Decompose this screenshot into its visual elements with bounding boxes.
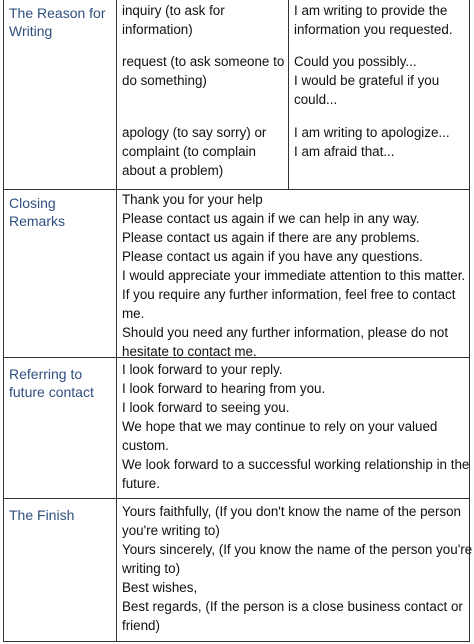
phrase-line: request (to ask someone to [122,54,285,69]
phrase-line: If you require any further information, feel free to contact [122,287,456,302]
phrase-line: future. [122,476,160,491]
phrase-line: Should you need any further information, please do not [122,325,449,340]
phrase-line: I would appreciate your immediate attention to this matter. [122,268,466,283]
phrases-table [3,0,473,642]
column-divider [116,0,117,641]
phrase-line: hesitate to contact me. [122,344,257,359]
phrase-line: I am writing to provide the [294,3,448,18]
phrase-line: you're writing to) [122,523,220,538]
row1-inner-divider [288,0,289,189]
phrase-line: Please contact us again if you have any questions. [122,249,423,264]
phrase-line: Could you possibly... [294,54,417,69]
phrase-line: apology (to say sorry) or [122,125,267,140]
heading-line: Referring to [9,366,83,382]
heading-line: Remarks [9,213,66,229]
phrase-line: Best wishes, [122,580,198,595]
example-apology-complaint [294,123,466,161]
row-divider-3 [4,498,469,499]
phrase-line: information you requested. [294,22,453,37]
heading-line: The Reason for [9,5,106,21]
phrase-line: information) [122,22,193,37]
heading-line: Writing [9,23,53,39]
heading-line: future contact [9,384,94,400]
phrase-line: Best regards, (If the person is a close business contact or [122,599,463,614]
closing-remarks-list [122,190,467,361]
phrase-line: Thank you for your help [122,192,263,207]
reason-inquiry [122,1,286,39]
phrase-line: Please contact us again if we can help in any way. [122,211,420,226]
reason-apology-complaint [122,123,286,180]
phrase-line: custom. [122,438,169,453]
phrase-line: writing to) [122,561,181,576]
heading-line: Closing [9,195,56,211]
phrase-line: inquiry (to ask for [122,3,225,18]
phrase-line: friend) [122,618,160,633]
phrase-line: I am afraid that... [294,144,395,159]
phrase-line: We hope that we may continue to rely on your valued [122,419,438,434]
phrase-line: I look forward to your reply. [122,362,283,377]
phrase-line: Yours faithfully, (If you don't know the name of the person [122,504,462,519]
phrase-line: me. [122,306,145,321]
phrase-line: I would be grateful if you [294,73,440,88]
reason-request [122,52,286,90]
phrase-line: could... [294,92,338,107]
finish-list [122,502,473,635]
heading-the-finish [9,506,109,524]
example-request [294,52,466,109]
heading-referring-future-contact [9,365,109,401]
phrase-line: I look forward to seeing you. [122,400,290,415]
phrase-line: complaint (to complain [122,144,256,159]
phrase-line: We look forward to a successful working relationship in the [122,457,470,472]
example-inquiry [294,1,466,39]
heading-reason-for-writing [9,4,109,40]
phrase-line: Yours sincerely, (If you know the name of the person you're [122,542,473,557]
phrase-line: I am writing to apologize... [294,125,450,140]
phrase-line: about a problem) [122,163,224,178]
heading-closing-remarks [9,194,109,230]
heading-line: The Finish [9,507,75,523]
phrase-line: do something) [122,73,207,88]
future-contact-list [122,360,470,493]
phrase-line: I look forward to hearing from you. [122,381,326,396]
phrase-line: Please contact us again if there are any problems. [122,230,420,245]
